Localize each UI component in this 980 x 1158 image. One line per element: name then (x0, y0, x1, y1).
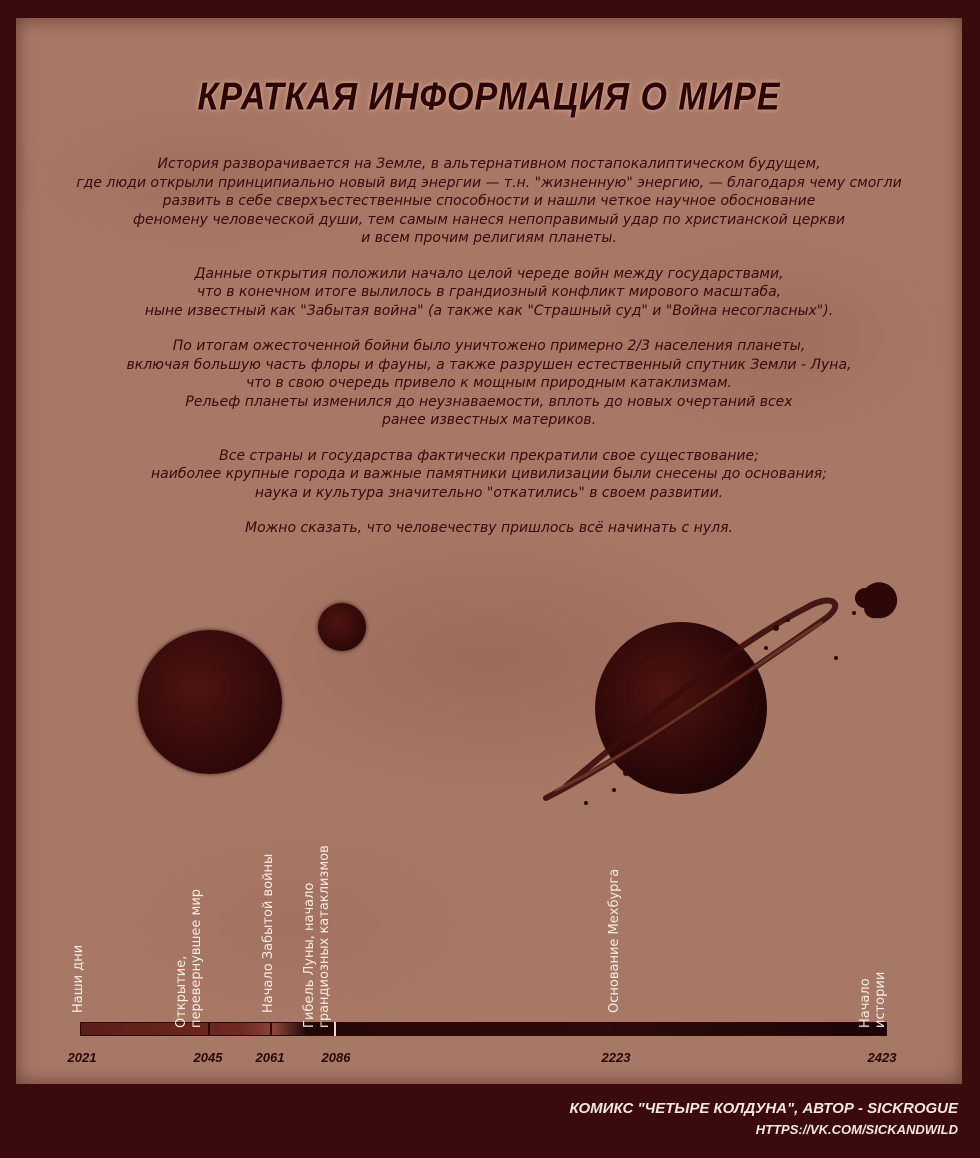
paragraph-3: По итогам ожесточенной бойни было уничтожено примерно 2/3 населения планеты, включая большую часть флоры и фауны, а также разрушен естественный спутник Земли - Луна, что в свою очередь привело к мощным природным катаклизмам. Рельеф планеты изменился до неузнаваемости, вплоть до новых очертаний всех ранее известных материков. (126, 338, 852, 428)
timeline-year-2045: 2045 (193, 1050, 223, 1065)
author-link[interactable]: HTTPS://VK.COM/SICKANDWILD (755, 1122, 958, 1137)
moon-illustration (318, 603, 366, 651)
timeline-year-2061: 2061 (255, 1050, 285, 1065)
paragraph-4: Все страны и государства фактически прекратили свое существование; наиболее крупные города и важные памятники цивилизации были снесены до основания; наука и культура значительно "откатились" в своем развитии. (151, 447, 827, 501)
timeline-tick (270, 1022, 272, 1036)
timeline-event-label: Начало Забытой войны (261, 853, 276, 1013)
timeline-tick (208, 1022, 210, 1036)
timeline-event-label: Основание Мехбурга (607, 868, 622, 1013)
timeline-event-label: Открытие, перевернувшее мир (174, 888, 204, 1028)
timeline-year-2423: 2423 (867, 1050, 897, 1065)
paragraph-5: Можно сказать, что человечеству пришлось всё начинать с нуля. (245, 520, 733, 536)
timeline-year-2021: 2021 (67, 1050, 97, 1065)
paragraph-1: История разворачивается на Земле, в альтернативном постапокалиптическом будущем, где люди открыли принципиально новый вид энергии — т.н. "жизненную" энергию, — благодаря чему смогли развить в себе сверхъестественные способности и нашли четкое научное обоснование феномену человеческой души, тем самым нанеся непоправимый удар по христианской церкви и всем прочим религиям планеты. (76, 156, 902, 246)
timeline-tick (614, 1022, 616, 1036)
shattered-moon-illustration (526, 558, 916, 818)
timeline-event-label: Гибель Луны, начало грандиозных катаклизмов (302, 845, 332, 1028)
comic-credit: КОМИКС "ЧЕТЫРЕ КОЛДУНА", АВТОР - SICKROGUE (569, 1100, 958, 1117)
world-description (36, 155, 942, 555)
timeline-tick (334, 1022, 336, 1036)
timeline-year-2223: 2223 (601, 1050, 631, 1065)
page-title: КРАТКАЯ ИНФОРМАЦИЯ О МИРЕ (197, 75, 781, 119)
timeline-year-2086: 2086 (321, 1050, 351, 1065)
timeline-event-label: Начало истории (858, 971, 888, 1028)
info-panel (16, 18, 962, 1084)
paragraph-2: Данные открытия положили начало целой череде войн между государствами, что в конечном итоге вылилось в грандиозный конфликт мирового масштаба, ныне известный как "Забытая война" (а также как "Страшный суд" и "Война несогласных"). (144, 265, 834, 319)
timeline-event-label: Наши дни (71, 944, 86, 1013)
earth-planet-illustration (138, 630, 282, 774)
